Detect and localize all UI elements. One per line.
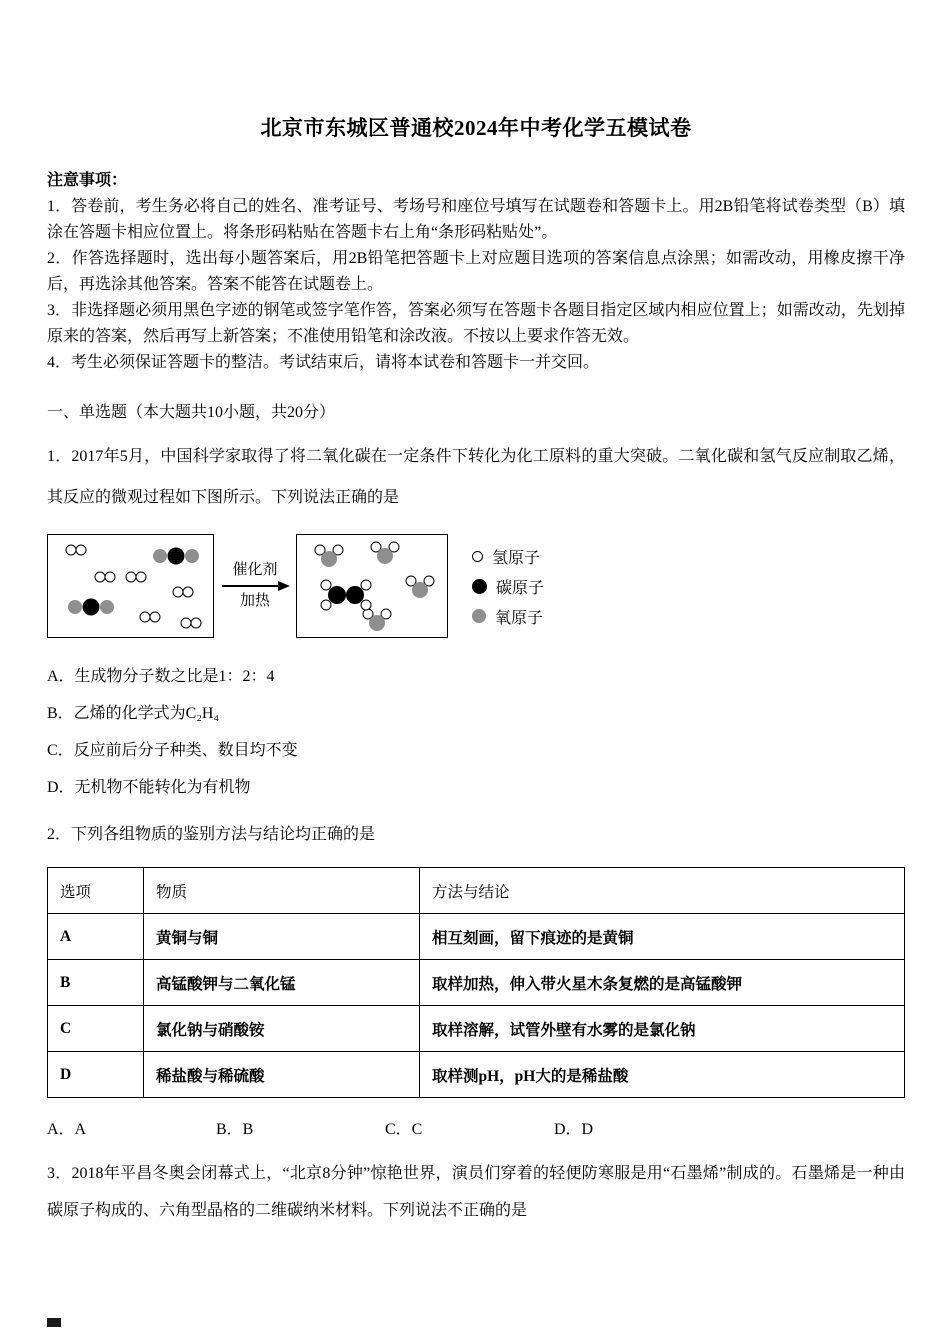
section-heading: 一、单选题（本大题共10小题，共20分） xyxy=(47,404,336,421)
cell-option: A xyxy=(48,914,144,960)
answer-c: C．C xyxy=(385,1121,423,1138)
question-1-text: 1．2017年5月，中国科学家取得了将二氧化碳在一定条件下转化为化工原料的重大突破。二氧化碳和氢气反应制取乙烯，其反应的微观过程如下图所示。下列说法正确的是 xyxy=(47,448,905,506)
table-header-row xyxy=(48,868,905,914)
notice-heading: 注意事项： xyxy=(47,172,128,189)
atom-legend xyxy=(472,545,544,628)
notice-item: 3．非选择题必须用黑色字迹的钢笔或签字笔作答，答案必须写在答题卡各题目指定区域内相应位置上；如需改动，先划掉原来的答案，然后再写上新答案；不准使用铅笔和涂改液。不按以上要求作答无效。 xyxy=(47,302,905,345)
cell-method: 取样测pH，pH大的是稀盐酸 xyxy=(420,1052,905,1098)
cell-option: B xyxy=(48,960,144,1006)
notice-section xyxy=(47,168,905,376)
question-2-table xyxy=(47,867,905,1098)
cell-substance: 高锰酸钾与二氧化锰 xyxy=(144,960,420,1006)
water-molecule-icon xyxy=(315,545,343,567)
oxygen-atom-icon xyxy=(472,609,486,623)
right-arrow-icon xyxy=(220,580,290,592)
table-row xyxy=(48,914,905,960)
carbon-dioxide-molecule-icon xyxy=(153,548,199,565)
reaction-diagram xyxy=(47,534,905,638)
option-b: B．乙烯的化学式为C₂H₄ xyxy=(47,705,220,722)
answer-a: A．A xyxy=(47,1121,87,1138)
cell-option: D xyxy=(48,1052,144,1098)
cell-substance: 氯化钠与硝酸铵 xyxy=(144,1006,420,1052)
question-1-options xyxy=(47,668,905,796)
heat-label: 加热 xyxy=(239,593,270,609)
water-molecule-icon xyxy=(363,609,391,631)
ethylene-molecule-icon xyxy=(321,580,371,610)
notice-item: 4．考生必须保证答题卡的整洁。考试结束后，请将本试卷和答题卡一并交回。 xyxy=(47,354,600,371)
water-molecule-icon xyxy=(406,576,434,598)
legend-item-carbon xyxy=(472,575,544,598)
legend-item-hydrogen xyxy=(472,545,544,568)
catalyst-label: 催化剂 xyxy=(232,562,278,578)
legend-item-oxygen xyxy=(472,605,544,628)
carbon-atom-icon xyxy=(472,579,487,594)
cell-method: 相互刻画，留下痕迹的是黄铜 xyxy=(420,914,905,960)
header-substance: 物质 xyxy=(144,868,420,914)
hydrogen-atom-icon xyxy=(472,551,483,562)
answer-b: B．B xyxy=(216,1121,254,1138)
scan-artifact xyxy=(47,1318,61,1327)
question-2-answers xyxy=(47,1116,905,1139)
cell-method: 取样加热，伸入带火星木条复燃的是高锰酸钾 xyxy=(420,960,905,1006)
option-c: C．反应前后分子种类、数目均不变 xyxy=(47,742,298,759)
header-method: 方法与结论 xyxy=(420,868,905,914)
cell-substance: 稀盐酸与稀硫酸 xyxy=(144,1052,420,1098)
option-d: D．无机物不能转化为有机物 xyxy=(47,779,251,796)
legend-label: 碳原子 xyxy=(496,579,545,597)
legend-label: 氧原子 xyxy=(495,609,544,627)
cell-substance: 黄铜与铜 xyxy=(144,914,420,960)
reactants-box xyxy=(47,534,214,638)
table-row xyxy=(48,1052,905,1098)
answer-d: D．D xyxy=(554,1121,594,1138)
option-a: A．生成物分子数之比是1：2：4 xyxy=(47,668,275,685)
table-row xyxy=(48,960,905,1006)
products-box xyxy=(296,534,448,638)
cell-option: C xyxy=(48,1006,144,1052)
water-molecule-icon xyxy=(371,542,399,564)
question-2-text: 2．下列各组物质的鉴别方法与结论均正确的是 xyxy=(47,826,376,843)
legend-label: 氢原子 xyxy=(492,549,541,567)
page-title: 北京市东城区普通校2024年中考化学五模试卷 xyxy=(260,116,692,140)
notice-item: 2．作答选择题时，选出每小题答案后，用2B铅笔把答题卡上对应题目选项的答案信息点涂黑；如需改动，用橡皮擦干净后，再选涂其他答案。答案不能答在试题卷上。 xyxy=(47,250,905,293)
question-3-text: 3．2018年平昌冬奥会闭幕式上，“北京8分钟”惊艳世界，演员们穿着的轻便防寒服是用“石墨烯”制成的。石墨烯是一种由碳原子构成的、六角型晶格的二维碳纳米材料。下列说法不正确的是 xyxy=(47,1165,905,1219)
header-option: 选项 xyxy=(48,868,144,914)
table-row xyxy=(48,1006,905,1052)
cell-method: 取样溶解，试管外壁有水雾的是氯化钠 xyxy=(420,1006,905,1052)
carbon-dioxide-molecule-icon xyxy=(68,599,114,616)
reaction-arrow xyxy=(216,561,294,611)
notice-item: 1．答卷前，考生务必将自己的姓名、准考证号、考场号和座位号填写在试题卷和答题卡上。用2B铅笔将试卷类型（B）填涂在答题卡相应位置上。将条形码粘贴在答题卡右上角“条形码粘贴处”。 xyxy=(47,198,905,241)
